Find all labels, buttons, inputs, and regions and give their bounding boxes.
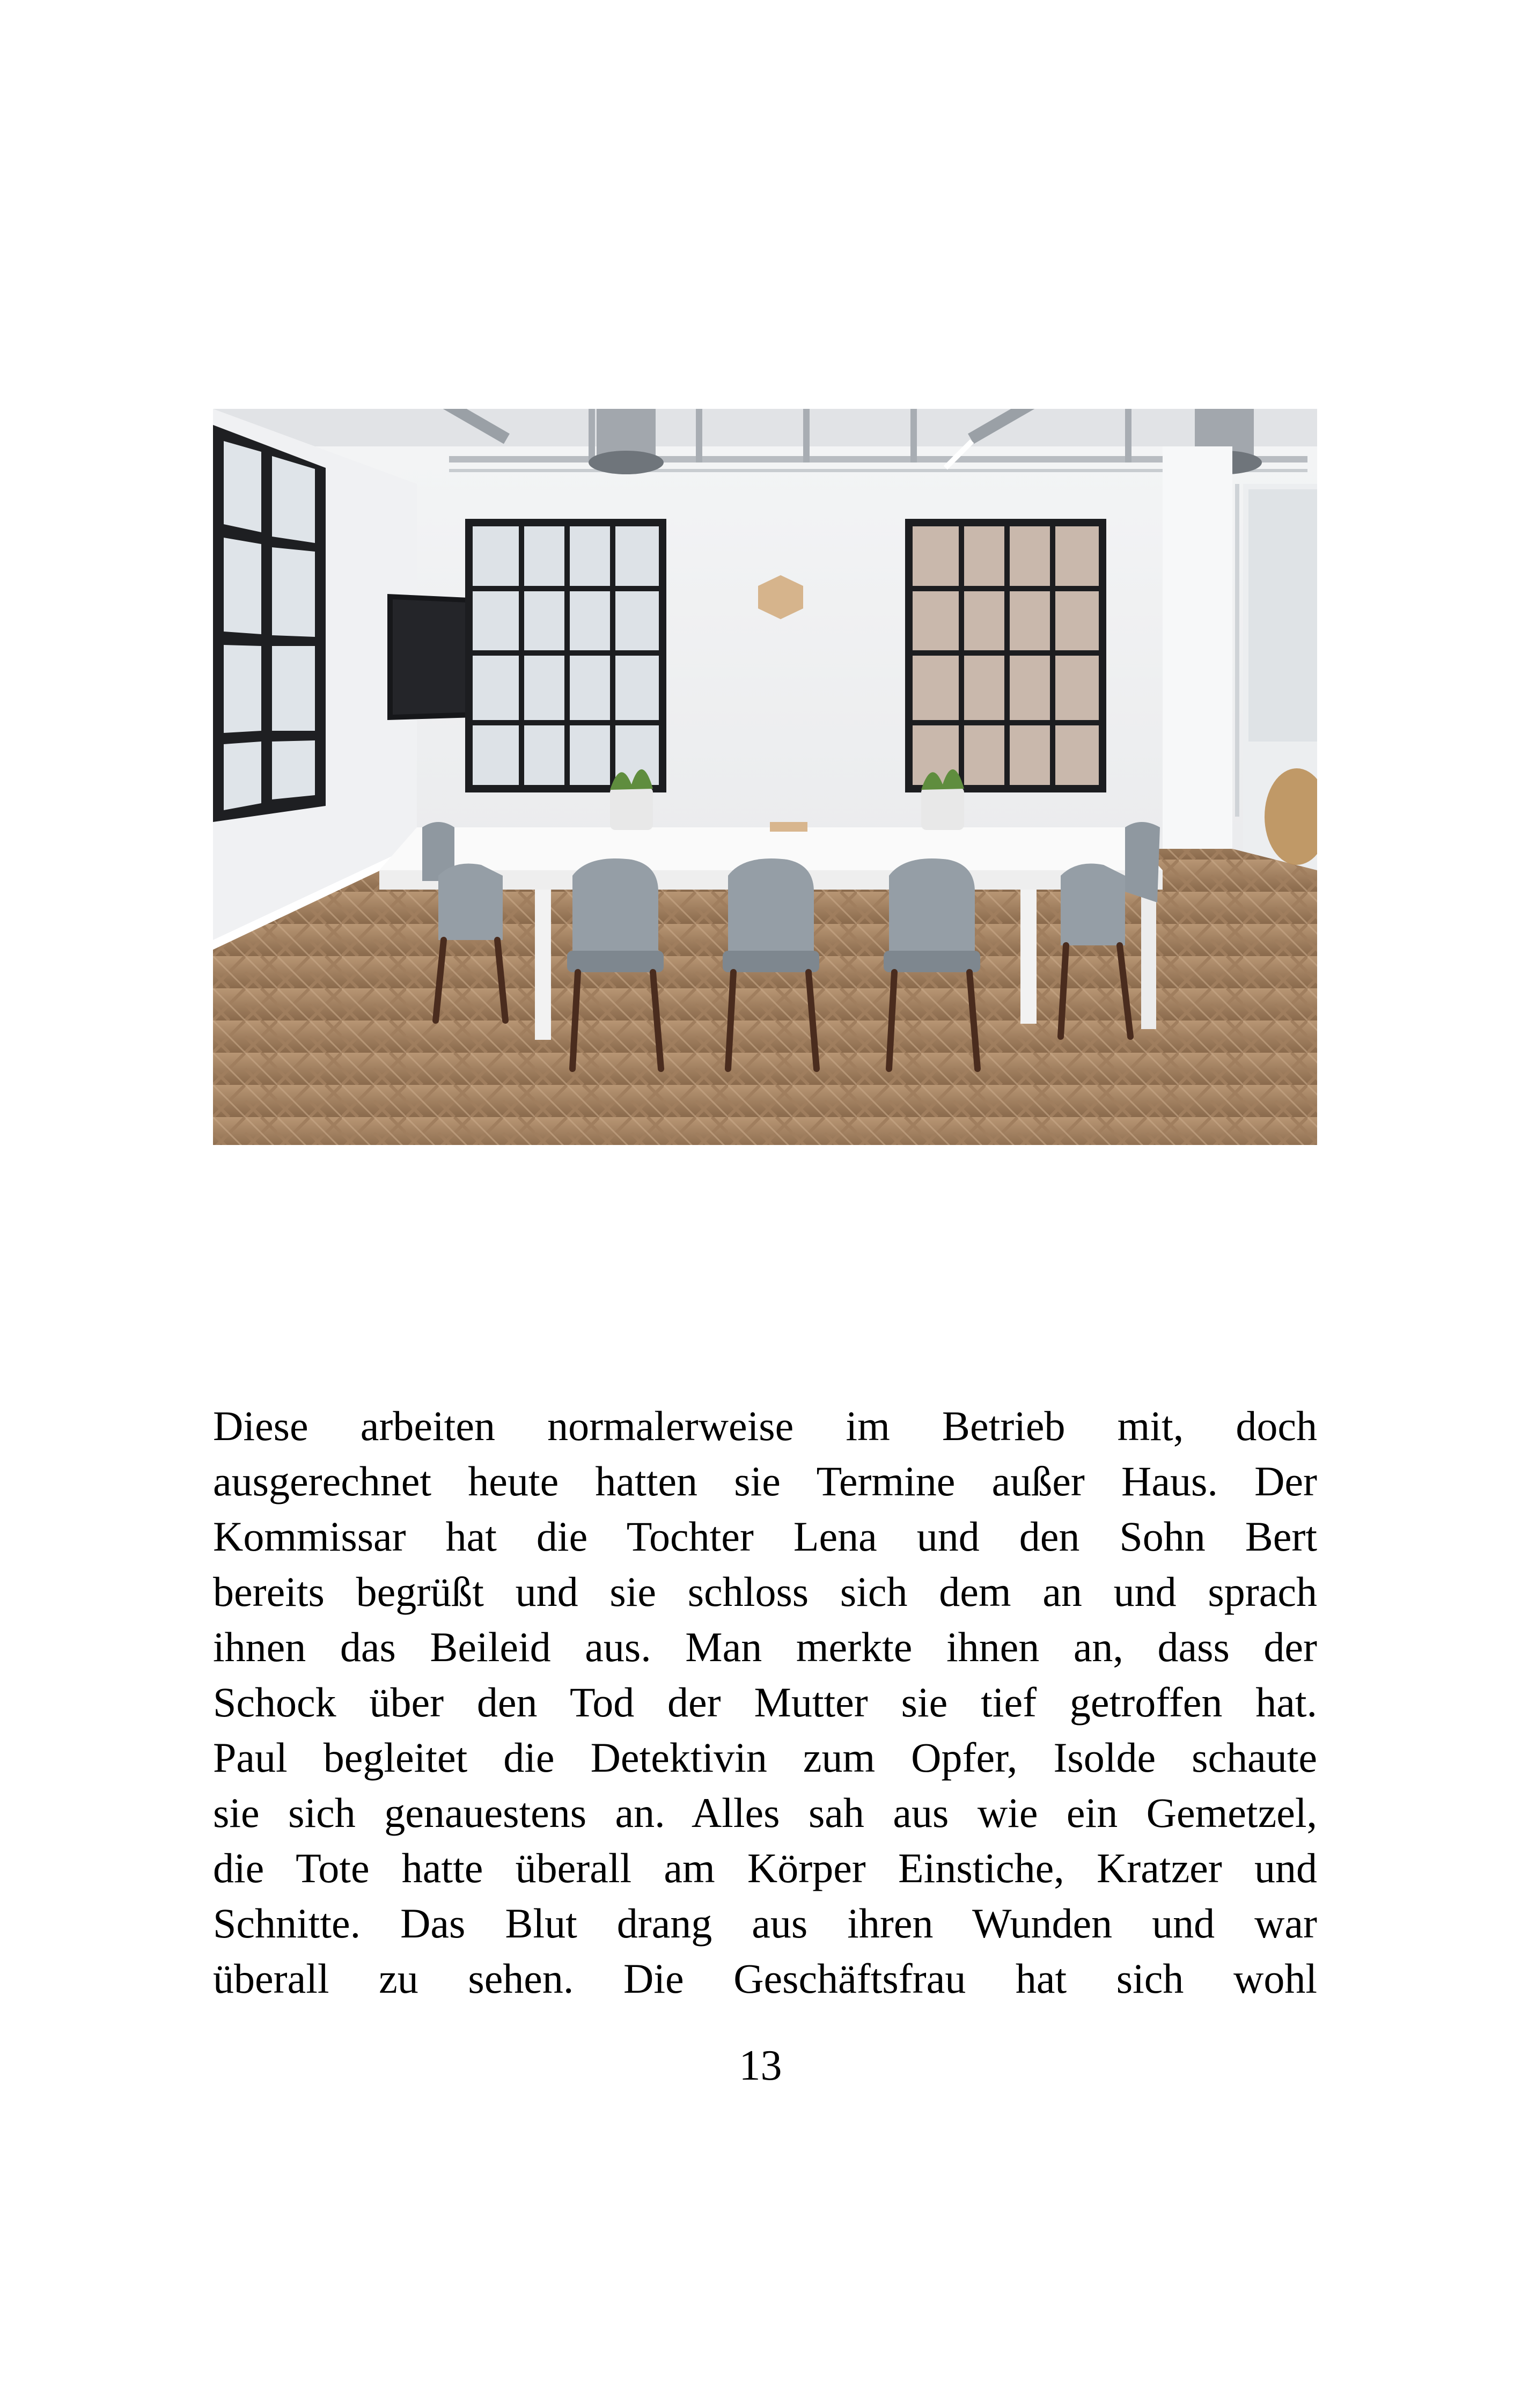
meeting-room-illustration (213, 409, 1317, 1145)
text-line: die Tote hatte überall am Körper Einstiche, Kratzer und (213, 1845, 1317, 1891)
page-number: 13 (739, 2042, 782, 2089)
text-line: Schock über den Tod der Mutter sie tief getroffen hat. (213, 1679, 1317, 1726)
text-line: sie sich genauestens an. Alles sah aus wie ein Gemetzel, (213, 1789, 1317, 1836)
text-line: bereits begrüßt und sie schloss sich dem an und sprach (213, 1568, 1317, 1615)
text-line: Paul begleitet die Detektivin zum Opfer, Isolde schaute (213, 1734, 1317, 1781)
text-line: Schnitte. Das Blut drang aus ihren Wunden und war (213, 1900, 1317, 1947)
text-line: ihnen das Beileid aus. Man merkte ihnen an, dass der (213, 1624, 1317, 1670)
text-line: überall zu sehen. Die Geschäftsfrau hat sich wohl (213, 1955, 1317, 2002)
illustration-photo-meeting-room (213, 409, 1317, 1145)
body-paragraph (213, 1398, 1317, 2006)
text-line: Kommissar hat die Tochter Lena und den Sohn Bert (213, 1513, 1317, 1560)
text-line: Diese arbeiten normalerweise im Betrieb mit, doch (213, 1403, 1317, 1449)
text-line: ausgerechnet heute hatten sie Termine außer Haus. Der (213, 1458, 1317, 1504)
